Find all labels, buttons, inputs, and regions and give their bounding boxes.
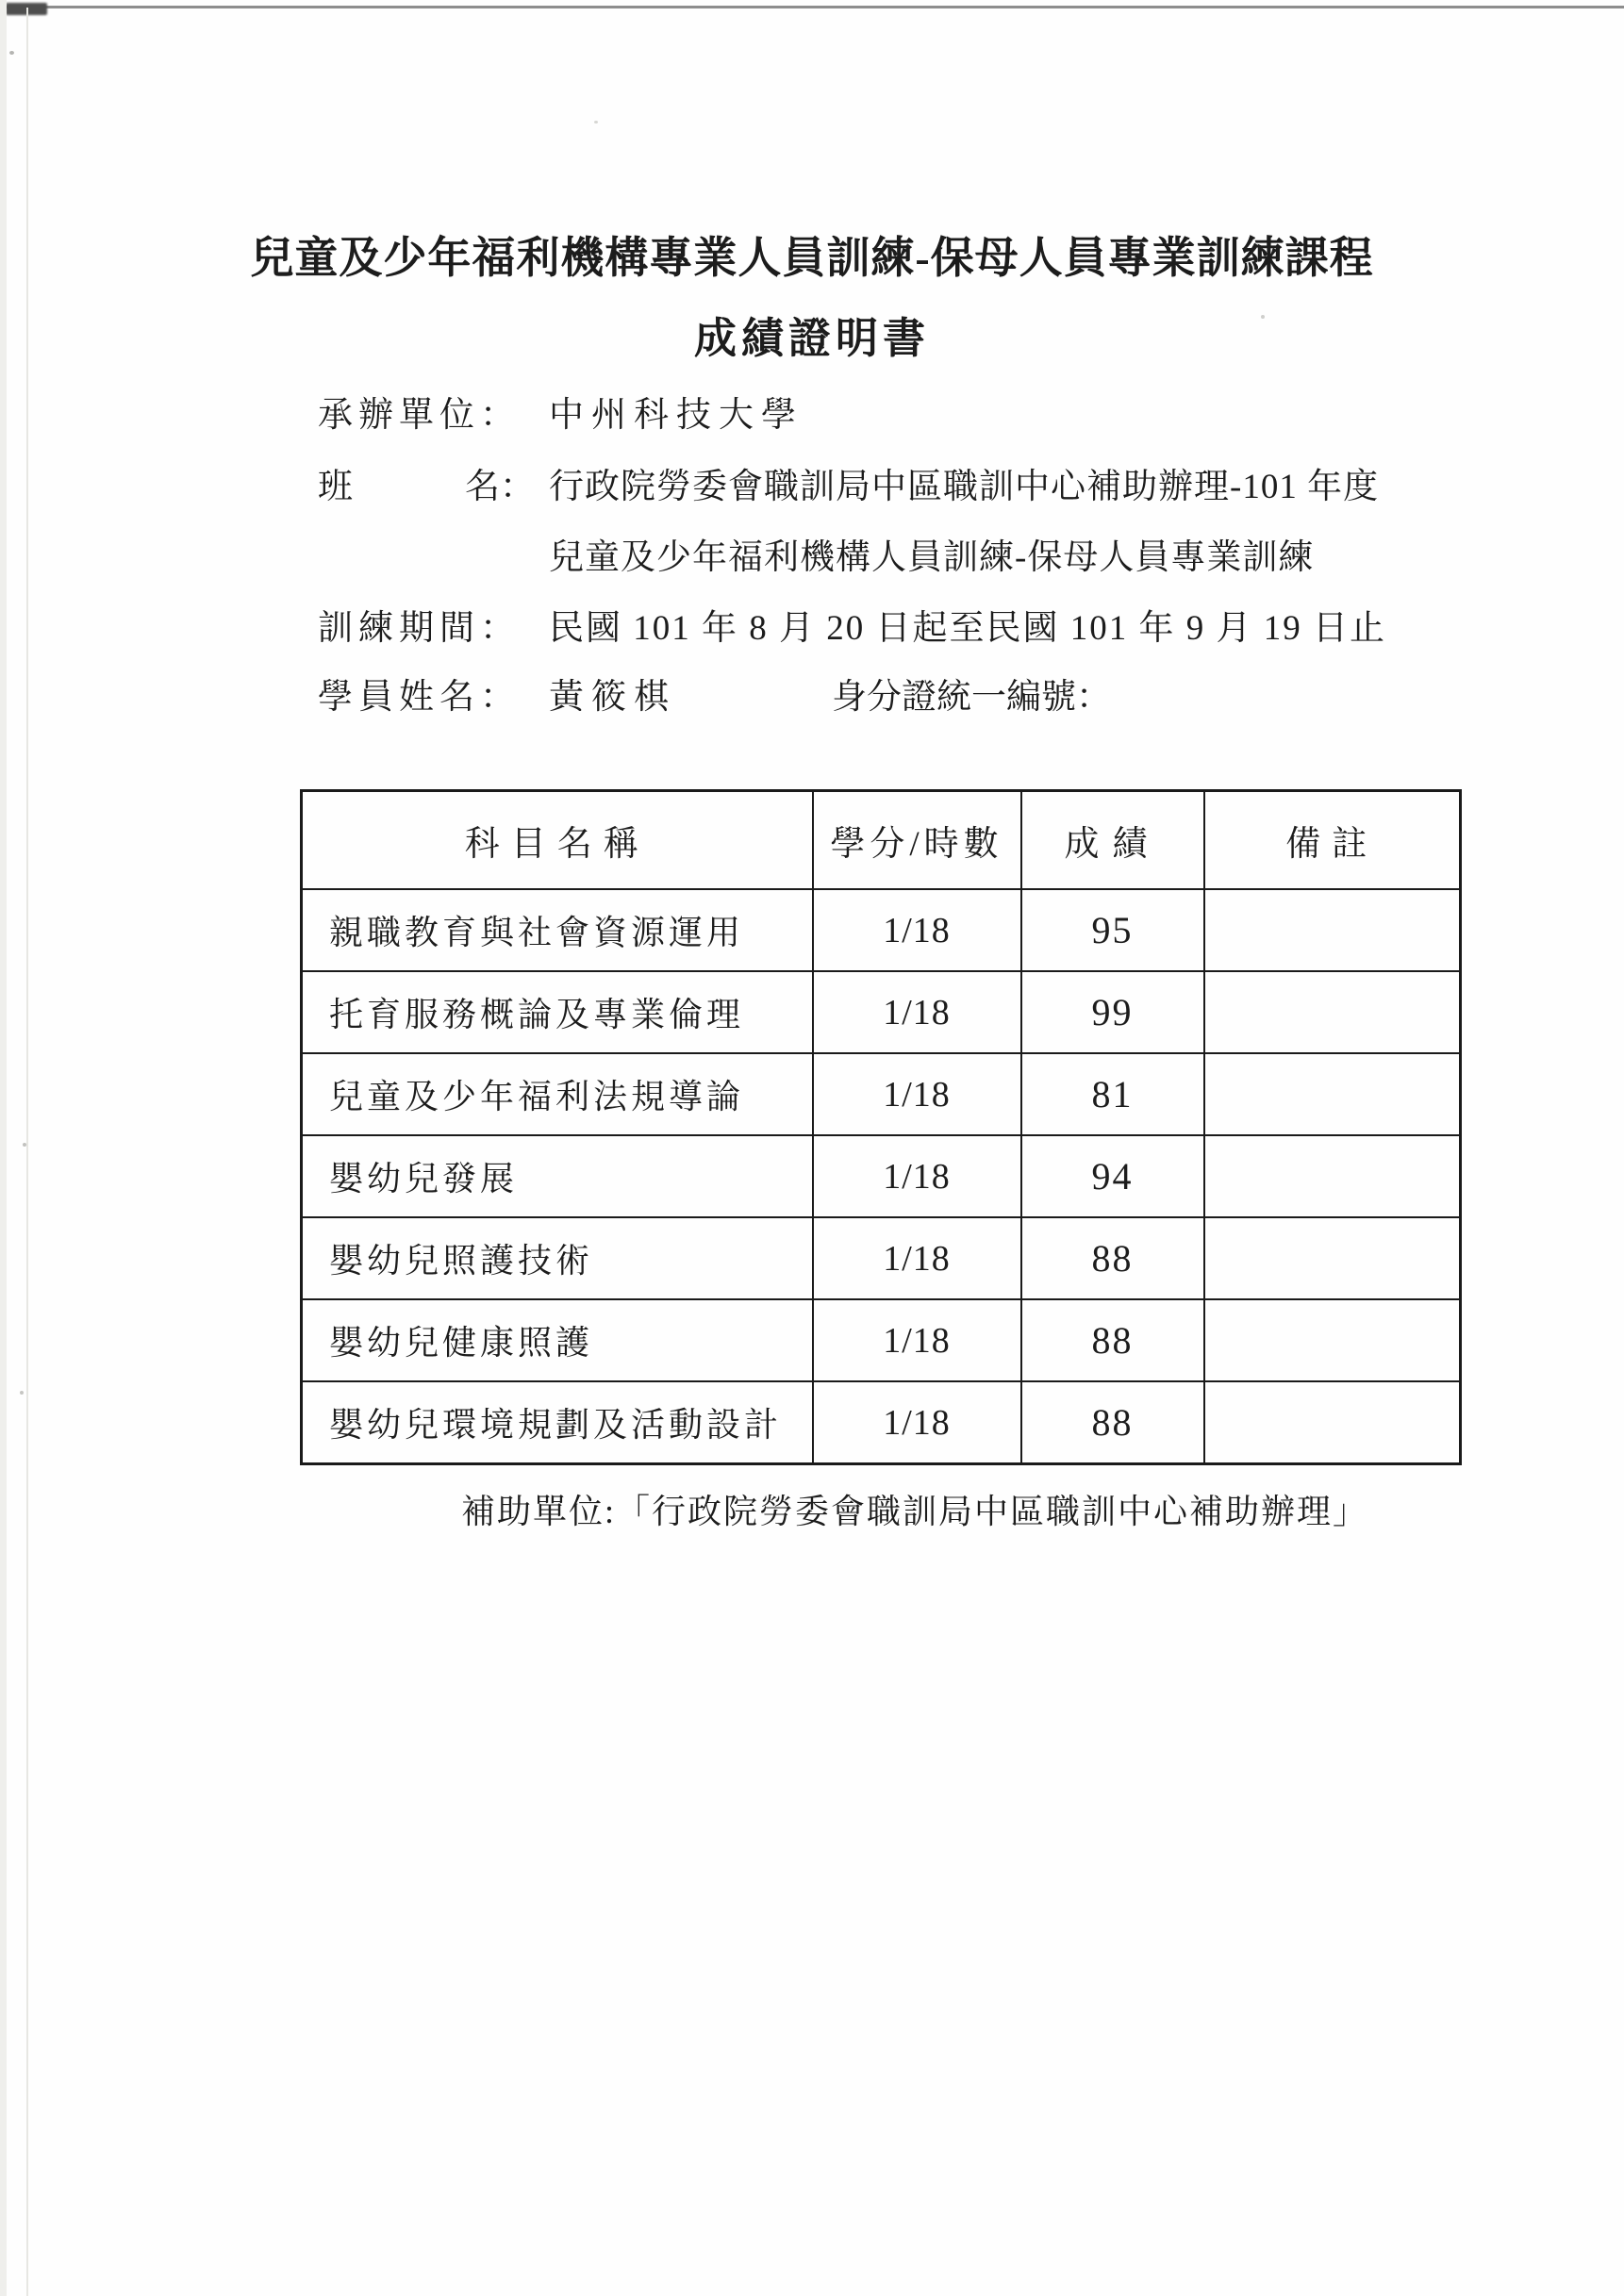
credit-cell: 1/18 [813,971,1021,1053]
credit-cell: 1/18 [813,889,1021,971]
scan-speck [9,51,14,55]
score-cell: 88 [1021,1299,1204,1381]
subject-cell: 嬰幼兒照護技術 [302,1217,813,1299]
score-cell: 99 [1021,971,1204,1053]
note-cell [1204,1135,1461,1217]
scan-top-edge-line [6,6,1624,8]
table-row [302,1299,1461,1381]
table-row [302,971,1461,1053]
note-cell [1204,1053,1461,1135]
header-note: 備註 [1204,791,1461,890]
certificate-subtitle: 成績證明書 [693,315,930,362]
note-cell [1204,1381,1461,1464]
student-name-label: 學員姓名： [318,678,521,717]
score-cell: 88 [1021,1217,1204,1299]
training-period-label: 訓練期間： [318,609,521,648]
subject-cell: 嬰幼兒健康照護 [302,1299,813,1381]
credit-cell: 1/18 [813,1381,1021,1464]
score-cell: 88 [1021,1381,1204,1464]
subsidy-note: 補助單位:「行政院勞委會職訓局中區職訓中心補助辦理」 [461,1493,1369,1530]
credit-cell: 1/18 [813,1135,1021,1217]
subject-cell: 托育服務概論及專業倫理 [302,971,813,1053]
header-credit-hours: 學分/時數 [813,791,1021,890]
note-cell [1204,1299,1461,1381]
class-name-value-line2: 兒童及少年福利機構人員訓練-保母人員專業訓練 [549,538,1315,577]
subject-cell: 親職教育與社會資源運用 [302,889,813,971]
table-row [302,889,1461,971]
class-name-line [318,467,1497,508]
student-name-value: 黃筱棋 [549,678,676,717]
table-row [302,1381,1461,1464]
training-period-value: 民國 101 年 8 月 20 日起至民國 101 年 9 月 19 日止 [549,609,1386,648]
score-cell: 95 [1021,889,1204,971]
table-row [302,1217,1461,1299]
table-header-row [302,791,1461,890]
scan-speck [594,121,598,124]
student-line [318,677,1497,719]
id-number-label: 身分證統一編號： [832,678,1111,717]
score-cell: 94 [1021,1135,1204,1217]
class-name-label: 班 名： [318,468,535,506]
credit-cell: 1/18 [813,1299,1021,1381]
note-cell [1204,1217,1461,1299]
note-cell [1204,889,1461,971]
header-subject: 科目名稱 [302,791,813,890]
subject-cell: 嬰幼兒環境規劃及活動設計 [302,1381,813,1464]
header-score: 成績 [1021,791,1204,890]
note-cell [1204,971,1461,1053]
scan-speck [23,1143,26,1147]
certificate-title: 兒童及少年福利機構專業人員訓練-保母人員專業訓練課程 [250,234,1374,282]
table-row [302,1053,1461,1135]
subject-cell: 嬰幼兒發展 [302,1135,813,1217]
score-cell: 81 [1021,1053,1204,1135]
class-name-line2 [318,537,1497,579]
training-period-line [318,608,1497,650]
organizer-line [318,395,1497,437]
organizer-value: 中州科技大學 [549,396,804,435]
credit-cell: 1/18 [813,1217,1021,1299]
scan-speck [20,1391,24,1395]
subject-cell: 兒童及少年福利法規導論 [302,1053,813,1135]
organizer-label: 承辦單位： [318,396,521,435]
credit-cell: 1/18 [813,1053,1021,1135]
table-row [302,1135,1461,1217]
grades-table [300,789,1462,1465]
class-name-value-line1: 行政院勞委會職訓局中區職訓中心補助辦理-101 年度 [549,468,1380,506]
